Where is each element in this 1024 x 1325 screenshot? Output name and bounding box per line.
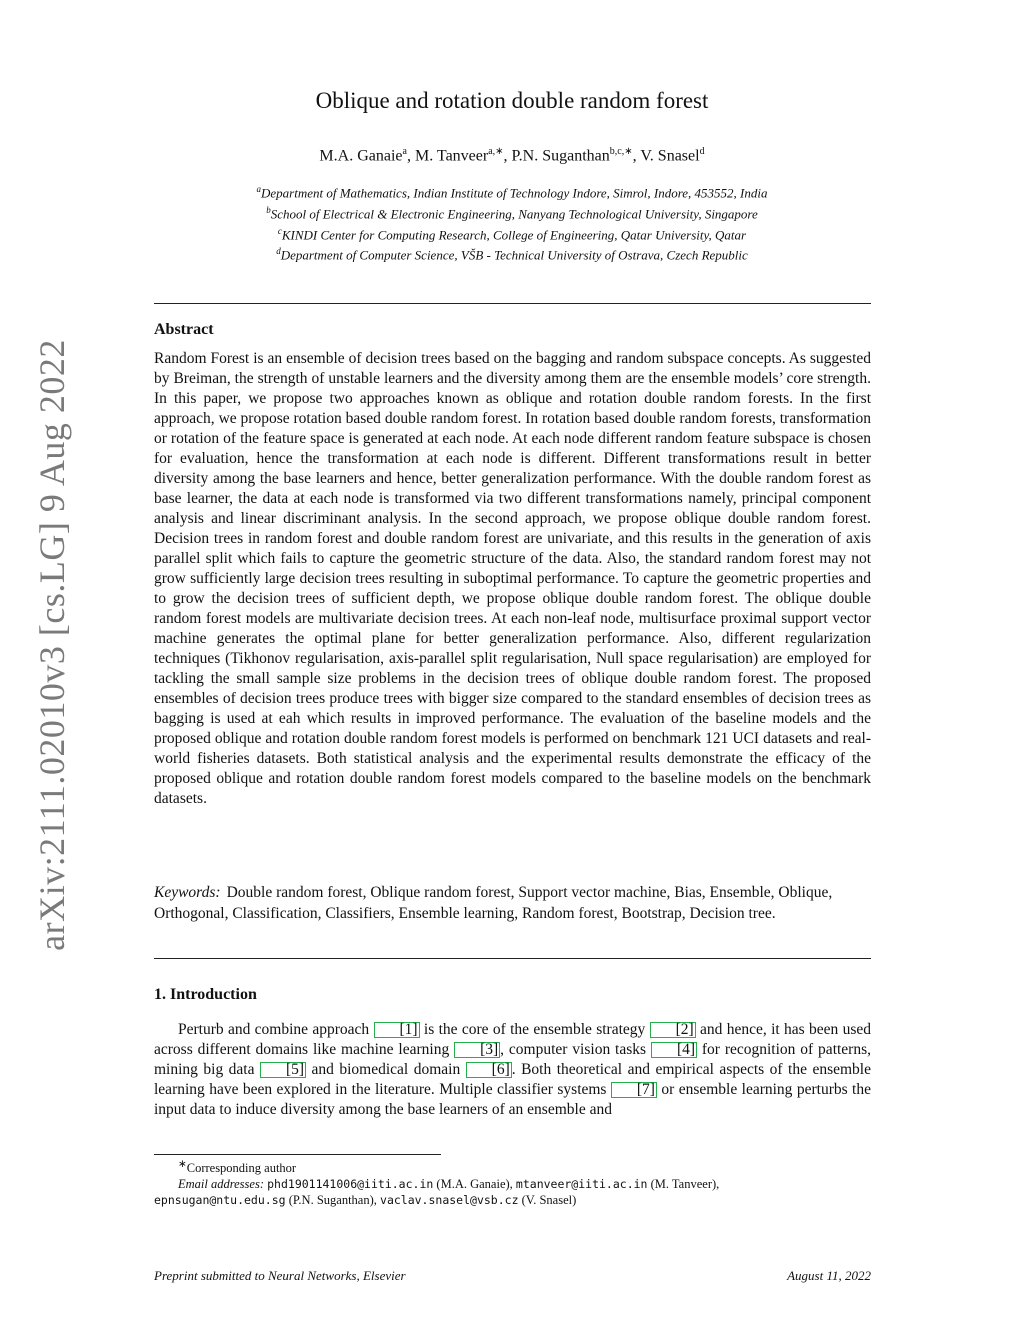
citation-link[interactable]: [3] <box>454 1042 500 1058</box>
author-sup: a <box>402 146 407 157</box>
abstract-body: Random Forest is an ensemble of decision trees based on the bagging and random subspace concepts. As suggested by Breiman, the strength of unstable learners and the diversity among them are the ensemble models’ core strength. In this paper, we propose two approaches known as oblique and rotation double random forests. In the first approach, we propose rotation based double random forest. In rotation based double random forests, transformation or rotation of the feature space is generated at each node. At each node different random feature subspace is chosen for evaluation, hence the transformation at each node is different. Different transformations result in better diversity among the base learners and hence, better generalization performance. With the double random forest as base learner, the data at each node is transformed via two different transformations namely, principal component analysis and linear discriminant analysis. In the second approach, we propose oblique double random forest. Decision trees in random forest and double random forest are univariate, and this results in the generation of axis parallel split which fails to capture the geometric structure of the data. Also, the standard random forest may not grow sufficiently large decision trees resulting in suboptimal performance. To capture the geometric properties and to grow the decision trees of sufficient depth, we propose oblique double random forest. The oblique double random forest models are multivariate decision trees. At each non-leaf node, multisurface proximal support vector machine generates the optimal plane for better generalization performance. Also, different regularization techniques (Tikhonov regularisation, axis-parallel split regularisation, Null space regularisation) are employed for tackling the small sample size problems in the decision trees of oblique double random forest. The proposed ensembles of decision trees produce trees with bigger size compared to the standard ensembles of decision trees as bagging is used at eah which results in improved performance. The evaluation of the baseline models and the proposed oblique and rotation double random forest models is performed on benchmark 121 UCI datasets and real-world fisheries datasets. Both statistical analysis and the experimental results demonstrate the efficacy of the proposed oblique and rotation double random forest models compared to the baseline models on the benchmark datasets. <box>154 350 871 807</box>
author-sup: b,c,∗ <box>609 146 633 157</box>
author-list: M.A. Ganaie$^a$, M. Tanveer$^{a,∗}$, P.N. Suganthan$^{b,c,∗}$, V. Snasel$^d$ <box>319 146 705 165</box>
section-heading-introduction: 1. Introduction <box>154 986 257 1003</box>
bottom-rule <box>154 958 871 959</box>
affiliation-list <box>0 181 1024 264</box>
affiliation: $^c$KINDI Center for Computing Research, College of Engineering, Qatar University, Qatar <box>277 225 747 242</box>
abstract-heading: Abstract <box>154 321 214 338</box>
keywords <box>154 882 871 924</box>
email-link[interactable]: mtanveer@iiti.ac.in <box>515 1177 648 1192</box>
footnotes <box>154 1157 871 1208</box>
citation-link[interactable]: [5] <box>260 1062 306 1078</box>
footer-date: August 11, 2022 <box>787 1268 871 1283</box>
footer-preprint-note: Preprint submitted to Neural Networks, Elsevier <box>154 1268 406 1283</box>
citation-link[interactable]: [4] <box>651 1042 697 1058</box>
email-link[interactable]: epnsugan@ntu.edu.sg <box>154 1193 286 1208</box>
author-name: P.N. Suganthan <box>511 147 610 165</box>
citation-link[interactable]: [6] <box>466 1062 512 1078</box>
author-name: M.A. Ganaie <box>319 147 403 165</box>
introduction-paragraph: Perturb and combine approach [1] is the core of the ensemble strategy [2] and hence, it has been used across different domains like machine learning [3] , computer vision tasks [4] for recognition of patterns, mining big data [5] and biomedical domain [6] . Both theoretical and empirical aspects of the ensemble learning have been explored in the literature. Multiple classifier systems [7] or ensemble learning perturbs the input data to induce diversity among the base learners of an ensemble and <box>154 1021 871 1118</box>
citation-link[interactable]: [7] <box>611 1082 657 1098</box>
email-link[interactable]: vaclav.snasel@vsb.cz <box>380 1193 519 1208</box>
footnote-rule <box>154 1154 441 1155</box>
email-line: Email addresses: phd1901141006@iiti.ac.in (M.A. Ganaie), mtanveer@iiti.ac.in (M. Tanveer), <box>178 1177 720 1192</box>
corresponding-author-note: ∗Corresponding author <box>178 1159 297 1176</box>
author-sup: a,∗ <box>488 146 504 157</box>
keywords-label: Keywords: <box>154 884 221 901</box>
affiliation: $^d$Department of Computer Science, VŠB - Technical University of Ostrava, Czech Republic <box>276 246 748 263</box>
affiliation: $^b$School of Electrical & Electronic Engineering, Nanyang Technological University, Singapore <box>266 204 758 222</box>
keywords-text: Double random forest, Oblique random forest, Support vector machine, Bias, Ensemble, Oblique, Orthogonal, Classification, Classifiers, Ensemble learning, Random forest, Bootstrap, Decision tree. <box>154 884 833 922</box>
top-rule <box>154 303 871 304</box>
author-sup: d <box>699 146 705 157</box>
paper-title: Oblique and rotation double random forest <box>315 88 709 113</box>
email-link[interactable]: phd1901141006@iiti.ac.in <box>267 1177 434 1192</box>
author-name: V. Snasel <box>640 147 700 165</box>
arxiv-id: arXiv:2111.02010v3 [cs.LG] 9 Aug 2022 <box>32 339 72 951</box>
citation-link[interactable]: [2] <box>650 1022 696 1038</box>
affiliation: $^a$Department of Mathematics, Indian Institute of Technology Indore, Simrol, Indore, 453552, India <box>256 184 768 201</box>
citation-link[interactable]: [1] <box>374 1022 420 1038</box>
email-line: epnsugan@ntu.edu.sg (P.N. Suganthan), vaclav.snasel@vsb.cz (V. Snasel) <box>154 1193 577 1208</box>
author-name: M. Tanveer <box>414 147 489 165</box>
